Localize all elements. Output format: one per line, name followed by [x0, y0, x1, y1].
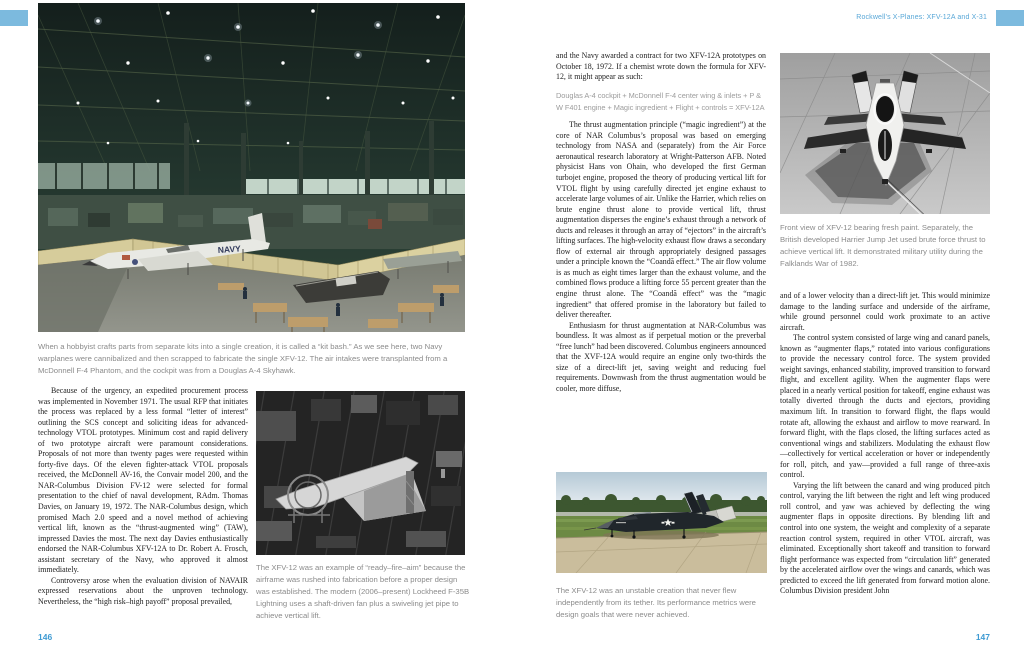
navy-marking: NAVY: [217, 243, 242, 255]
front-view-photo-illustration: [780, 53, 990, 214]
front-view-photo: [780, 53, 990, 214]
taxiway-photo-illustration: [556, 472, 767, 573]
front-view-photo-caption: Front view of XFV-12 bearing fresh paint. Separately, the British developed Harrier Jump Jet used brute force thrust to achieve vertical lift. It demonstrated military utility during the Falklands War of 1982.: [780, 223, 986, 269]
paragraph: Controversy arose when the evaluation division of NAVAIR expressed reservations about the unproven technology. Nevertheless, the “high risk–high payoff” proposal prevailed,: [38, 575, 248, 606]
left-page-number: 146: [38, 632, 53, 642]
paragraph: Varying the lift between the canard and wing produced pitch control, varying the lift between the right and left wing produced roll control, and yaw was achieved by deflecting the wing augmenter flaps in opposite directions. By blending lift and control into one system, the weight and complexity of a separate reaction control system, required in other VTOL aircraft, was eliminated. Exceptionally short takeoff and transition to forward flight performance was expected from “circulation lift” generated by the accelerated airflow over the wings and canards, which was predicted to exceed the lift generated from forward motion alone. Columbus Division president John: [780, 480, 990, 596]
fabrication-photo-caption: The XFV-12 was an example of “ready–fire–aim” because the airframe was rushed into fabrication before a proper design was established. The modern (2006–present) Lockheed F-35B Lightning uses a shaft-driven fan plus a swiveling jet pipe to achieve vertical lift.: [256, 563, 470, 621]
paragraph: and of a lower velocity than a direct-lift jet. This would minimize damage to the landing surface and underside of the airframe, while ground personnel could work proximate to an active aircraft.: [780, 291, 990, 332]
right-page-column-1: [556, 51, 766, 394]
fabrication-photo-illustration: [256, 391, 465, 555]
paragraph: Enthusiasm for thrust augmentation at NAR-Columbus was boundless. It was almost as if perpetual motion or the preverbal “free lunch” had been discovered. Columbus engineers announced that the XVF-12A would require an engine only two-thirds the size of a direct-lift jet, saving weight and reducing fuel requirements. Downwash from the thrust augmentation would be cooler, more diffuse,: [556, 320, 766, 393]
hangar-photo-illustration: [38, 3, 465, 332]
paragraph: The control system consisted of large wing and canard panels, known as “augmenter flaps,” rotated into various configurations to provide the necessary control force. The system provided weight savings, enhanced stability, improved transition to forward flight, and excellent agility. When the augmenter flaps were placed in a nearly vertical position for takeoff, engine exhaust was totally diverted through the ducts and ejectors, providing maximum lift. In transition to forward flight, the flaps would rotate aft, allowing the exhaust and airflow to move rearward. In forward flight, with the flaps closed, the lifting surfaces acted as conventional wings and stabilizers. Modulating the exhaust flow—collectively for vertical acceleration or hover or independently for roll, pitch, and yaw—provided a full range of three-axis control.: [780, 333, 990, 480]
taxiway-photo: [556, 472, 767, 573]
paragraph: The thrust augmentation principle (“magic ingredient”) at the core of NAR Columbus’s proposal was based on emerging technology from NASA and (separately) from the Air Force aeronautical research laboratory at Wright-Patterson AFB. Noted physicist Hans von Ohain, who developed the first German turbojet engine, proposed the theory of producing vertical lift for VTOL flight by using carefully directed jet engine exhaust to accelerate large volumes of air. Unlike the Harrier, which relies on brute engine thrust alone to provide vertical lift, thrust augmentation disperses the engine’s exhaust through a network of ducts and releases it through an array of “ejectors” in the aircraft’s lifting surfaces. The high-velocity exhaust flow draws a secondary flow of external air through appropriately designed passages under a principle known the “Coandă effect.” The air flow volume is as much as eight times larger than the exhaust volume, and the combined flows produce a lifting force 55 percent greater than the engine thrust alone. The “Coandă effect” was the “magic ingredient” that offered promise in the laboratory but failed to deliver thereafter.: [556, 120, 766, 320]
paragraph: Because of the urgency, an expedited procurement process was implemented in November 1971. The usual RFP that initiates the process was replaced by a less formal “letter of interest” outlining the SCS concept and soliciting ideas for advanced-technology VTOL prototypes. Minimum cost and rapid delivery of two prototype aircraft were paramount considerations. Proposals of not more than twenty pages were requested within forty-five days. Of the eleven fighter-attack VTOL proposals received, the McDonnell AV-16, the Convair model 200, and the NAR-Columbus Division FV-12 were selected for formal presentation to the chief of naval development, RAdm. Thomas Davies, on January 19, 1972. The NAR-Columbus design, which promised Mach 2.0 speed and a novel method of achieving vertical lift, known as the “thrust-augmented wing” (TAW), impressed Davies the most. The next day Davies enthusiastically endorsed the NAR-Columbus XFV-12A to Dr. Robert A. Frosch, assistant secretary of the Navy, who approved it almost immediately.: [38, 386, 248, 575]
left-page-edge-tab: [0, 10, 28, 26]
hangar-photo: [38, 3, 465, 332]
hangar-photo-caption: When a hobbyist crafts parts from separate kits into a single creation, it is called a “kit bash.” As we see here, two Navy warplanes were cannibalized and then scrapped to fabricate the single XFV-12. The air intakes were transplanted from a McDonnell F-4 Phantom, and the cockpit was from a Douglas A-4 Skyhawk.: [38, 342, 448, 376]
paragraph: and the Navy awarded a contract for two XFV-12A prototypes on October 18, 1972. If a chemist wrote down the formula for XFV-12, it might appear as such:: [556, 51, 766, 82]
left-page-body-column: [38, 386, 248, 607]
aircraft-formula: Douglas A-4 cockpit + McDonnell F-4 center wing & inlets + P & W F401 engine + Magic ingredient + Flight + controls = XFV-12A: [556, 90, 765, 112]
fabrication-photo: [256, 391, 465, 555]
right-page-number: 147: [975, 632, 990, 642]
right-page-column-2: [780, 291, 990, 597]
taxiway-photo-caption: The XFV-12 was an unstable creation that never flew independently from its tether. Its performance metrics were design goals that were never achieved.: [556, 586, 756, 620]
running-title: Rockwell’s X-Planes: XFV-12A and X-31: [856, 14, 987, 21]
right-page-edge-tab: [996, 10, 1024, 26]
